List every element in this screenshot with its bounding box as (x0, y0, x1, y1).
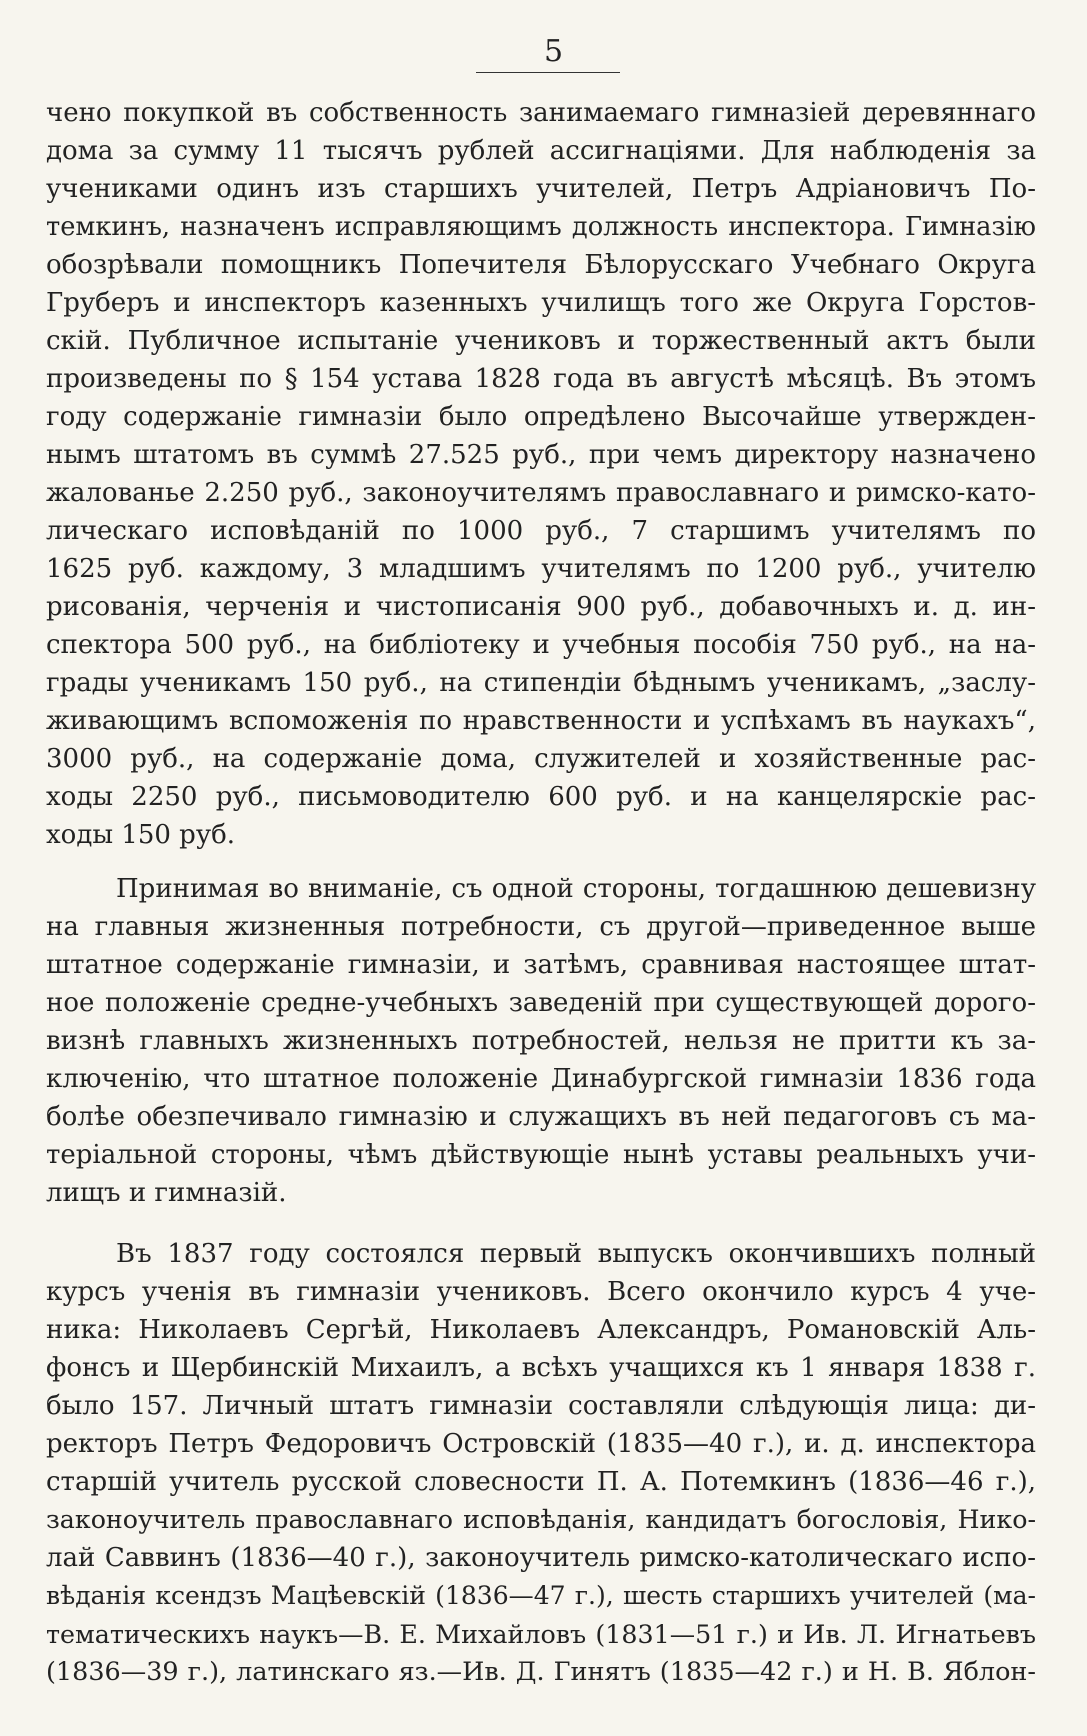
text-line: ное положеніе средне-учебныхъ заведеній при существующей дорого- (46, 988, 1036, 1018)
text-line: фонсъ и Щербинскій Михаилъ, а всѣхъ учащихся къ 1 января 1838 г. (46, 1353, 1036, 1383)
text-line: на главныя жизненныя потребности, съ другой—приведенное выше (46, 912, 1036, 942)
text-line: курсъ ученія въ гимназіи учениковъ. Всего окончило курсъ 4 уче- (46, 1277, 1036, 1307)
text-line: рисованія, черченія и чистописанія 900 руб., добавочныхъ и. д. ин- (46, 592, 1036, 622)
text-line: году содержаніе гимназіи было опредѣлено Высочайше утвержден- (46, 402, 1036, 432)
text-line: Въ 1837 году состоялся первый выпускъ окончившихъ полный (116, 1239, 1036, 1269)
text-line: (1836—39 г.), латинскаго яз.—Ив. Д. Гинятъ (1835—42 г.) и Н. В. Яблон- (46, 1657, 1036, 1687)
text-line: обозрѣвали помощникъ Попечителя Бѣлорусскаго Учебнаго Округа (46, 250, 1036, 280)
text-line: дома за сумму 11 тысячъ рублей ассигнаціями. Для наблюденія за (46, 136, 1036, 166)
text-line: было 157. Личный штатъ гимназіи составляли слѣдующія лица: ди- (46, 1391, 1036, 1421)
text-line: законоучитель православнаго исповѣданія, кандидатъ богословія, Нико- (46, 1505, 1036, 1534)
text-line: ника: Николаевъ Сергѣй, Николаевъ Александръ, Романовскій Аль- (46, 1315, 1036, 1345)
page-number-rule (476, 72, 620, 73)
paragraph-3 (46, 1235, 1036, 1691)
text-line: Груберъ и инспекторъ казенныхъ училищъ того же Округа Горстов- (46, 288, 1036, 318)
text-line: 1625 руб. каждому, 3 младшимъ учителямъ по 1200 руб., учителю (46, 554, 1036, 584)
paragraph-1 (46, 94, 1036, 854)
text-line: ректоръ Петръ Федоровичъ Островскій (1835—40 г.), и. д. инспектора (46, 1429, 1036, 1459)
text-line: живающимъ вспоможенія по нравственности и успѣхамъ въ наукахъ“, (46, 706, 1036, 736)
text-line: лищъ и гимназій. (46, 1178, 287, 1208)
page-number: 5 (543, 34, 564, 69)
text-line: лай Саввинъ (1836—40 г.), законоучитель римско-католическаго испо- (46, 1543, 1036, 1573)
text-line: скій. Публичное испытаніе учениковъ и торжественный актъ были (46, 326, 1036, 356)
text-line: учениками одинъ изъ старшихъ учителей, Петръ Адріановичъ По- (46, 174, 1036, 204)
text-line: вѣданія ксендзъ Мацѣевскій (1836—47 г.), шесть старшихъ учителей (ма- (46, 1581, 1036, 1610)
text-line: болѣе обезпечивало гимназію и служащихъ въ ней педагоговъ съ ма- (46, 1102, 1036, 1132)
text-line: грады ученикамъ 150 руб., на стипендіи бѣднымъ ученикамъ, „заслу- (46, 668, 1036, 698)
text-line: жалованье 2.250 руб., законоучителямъ православнаго и римско-като- (46, 478, 1036, 508)
text-line: ходы 2250 руб., письмоводителю 600 руб. и на канцелярскіе рас- (46, 782, 1036, 812)
text-line: спектора 500 руб., на библіотеку и учебныя пособія 750 руб., на на- (46, 630, 1036, 660)
text-line: Принимая во вниманіе, съ одной стороны, тогдашнюю дешевизну (116, 874, 1036, 904)
text-line: тематическихъ наукъ—В. Е. Михайловъ (1831—51 г.) и Ив. Л. Игнатьевъ (46, 1619, 1036, 1649)
text-line: штатное содержаніе гимназіи, и затѣмъ, сравнивая настоящее штат- (46, 950, 1036, 980)
text-line: произведены по § 154 устава 1828 года въ августѣ мѣсяцѣ. Въ этомъ (46, 364, 1036, 394)
text-line: лическаго исповѣданій по 1000 руб., 7 старшимъ учителямъ по (46, 516, 1036, 546)
text-line: ходы 150 руб. (46, 820, 236, 850)
text-line: 3000 руб., на содержаніе дома, служителей и хозяйственные рас- (46, 744, 1036, 774)
text-line: ключенію, что штатное положеніе Динабургской гимназіи 1836 года (46, 1064, 1036, 1094)
text-line: чено покупкой въ собственность занимаемаго гимназіей деревяннаго (46, 98, 1036, 128)
text-line: визнѣ главныхъ жизненныхъ потребностей, нельзя не притти къ за- (46, 1026, 1036, 1056)
paragraph-2 (46, 870, 1036, 1212)
text-line: теріальной стороны, чѣмъ дѣйствующіе нынѣ уставы реальныхъ учи- (46, 1140, 1036, 1170)
text-line: нымъ штатомъ въ суммѣ 27.525 руб., при чемъ директору назначено (46, 440, 1036, 470)
text-line: старшій учитель русской словесности П. А. Потемкинъ (1836—46 г.), (46, 1467, 1036, 1497)
text-line: темкинъ, назначенъ исправляющимъ должность инспектора. Гимназію (46, 212, 1036, 242)
